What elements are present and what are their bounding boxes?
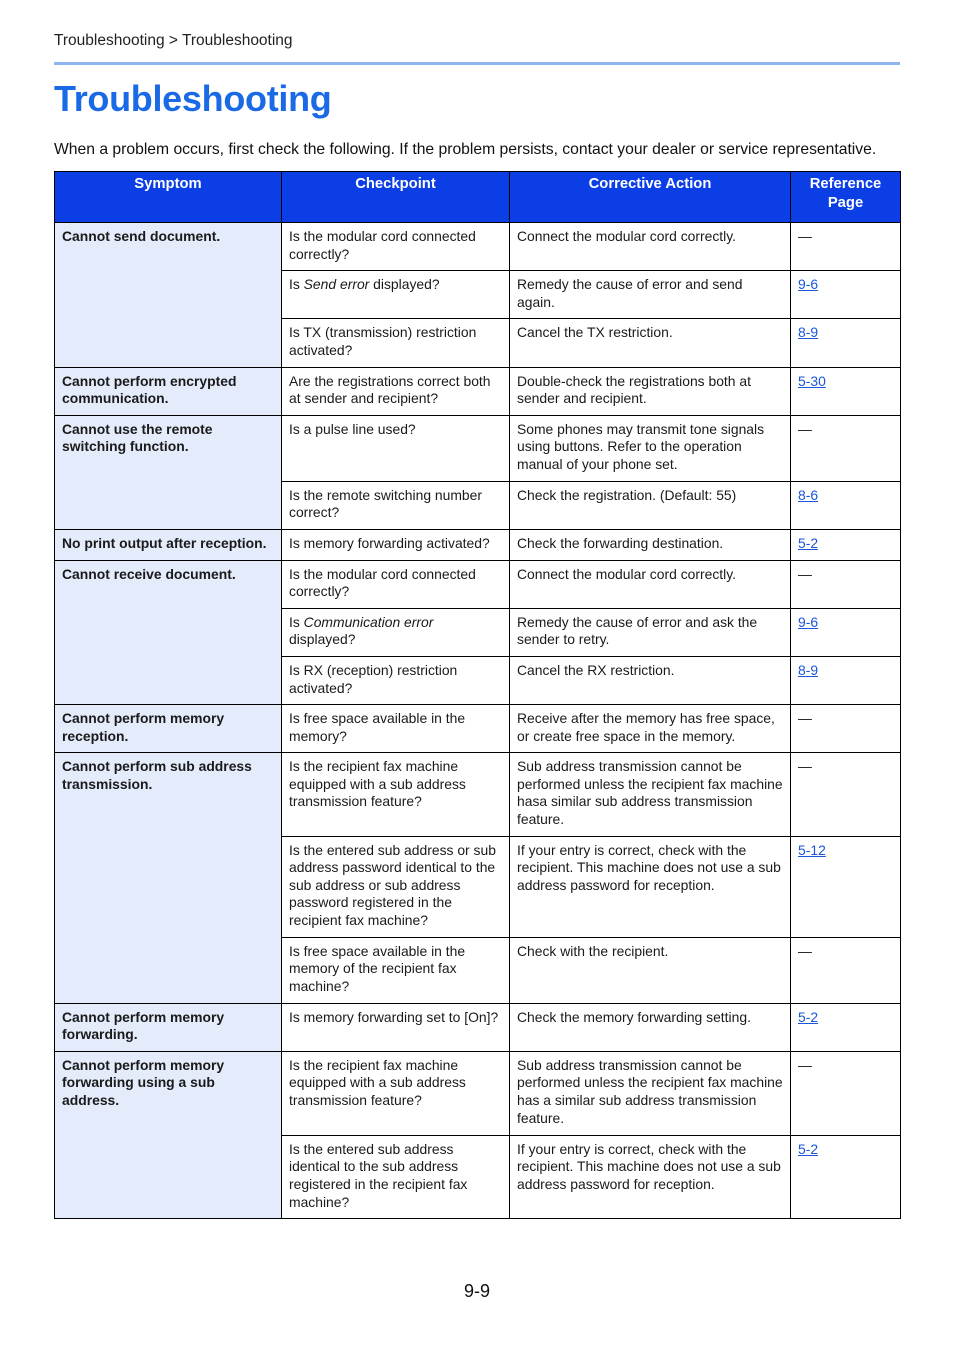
corrective-action-cell: Receive after the memory has free space, or create free space in the memory. [510,705,791,753]
page-number: 9-9 [463,1281,490,1301]
checkpoint-cell: Is free space available in the memory? [282,705,510,753]
symptom-cell: No print output after reception. [55,529,282,560]
reference-page-cell: — [791,1051,901,1135]
symptom-cell: Cannot perform memory reception. [55,705,282,753]
reference-page-cell [791,271,901,319]
error-message-text: Communication error [303,613,434,630]
symptom-cell: Cannot use the remote switching function. [55,415,282,529]
corrective-action-cell: Cancel the RX restriction. [510,656,791,704]
table-row [55,1003,901,1051]
error-message-text: Send error [303,276,370,293]
checkpoint-cell: Is the remote switching number correct? [282,481,510,529]
corrective-action-cell: Check the forwarding destination. [510,529,791,560]
checkpoint-cell: Is the recipient fax machine equipped with a sub address transmission feature? [282,1051,510,1135]
corrective-action-cell: Double-check the registrations both at sender and recipient. [510,367,791,415]
corrective-action-cell: Check with the recipient. [510,937,791,1003]
reference-page-link[interactable]: 5-30 [798,372,826,389]
corrective-action-cell: Remedy the cause of error and send again. [510,271,791,319]
checkpoint-cell: Is memory forwarding set to [On]? [282,1003,510,1051]
corrective-action-cell: Check the registration. (Default: 55) [510,481,791,529]
reference-page-cell [791,656,901,704]
symptom-cell: Cannot perform sub address transmission. [55,753,282,1003]
reference-page-cell [791,836,901,937]
header-rule [54,62,900,65]
checkpoint-cell: Is the recipient fax machine equipped with a sub address transmission feature? [282,753,510,836]
reference-page-cell [791,481,901,529]
symptom-cell: Cannot perform memory forwarding. [55,1003,282,1051]
corrective-action-cell: Sub address transmission cannot be performed unless the recipient fax machine hasa similar sub address transmission feature. [510,753,791,836]
reference-page-cell: — [791,753,901,836]
table-row [55,753,901,836]
checkpoint-cell: Is the modular cord connected correctly? [282,560,510,608]
reference-page-cell [791,608,901,656]
corrective-action-cell: If your entry is correct, check with the recipient. This machine does not use a sub address password for reception. [510,836,791,937]
table-row [55,415,901,481]
reference-page-cell [791,1003,901,1051]
troubleshooting-table [54,171,901,1219]
reference-page-cell: — [791,415,901,481]
corrective-action-cell: Remedy the cause of error and ask the sender to retry. [510,608,791,656]
checkpoint-cell [282,271,510,319]
reference-page-link[interactable]: 8-9 [798,324,819,341]
symptom-cell: Cannot perform memory forwarding using a sub address. [55,1051,282,1218]
corrective-action-cell: Sub address transmission cannot be performed unless the recipient fax machine has a similar sub address transmission feature. [510,1051,791,1135]
symptom-cell: Cannot perform encrypted communication. [55,367,282,415]
corrective-action-cell: Cancel the TX restriction. [510,319,791,367]
reference-page-cell [791,319,901,367]
table-header-row [55,172,901,223]
reference-page-link[interactable]: 5-2 [798,534,819,551]
corrective-action-cell: Connect the modular cord correctly. [510,223,791,271]
symptom-cell: Cannot receive document. [55,560,282,705]
reference-page-link[interactable]: 5-12 [798,841,826,858]
column-header-reference-page: Reference Page [791,172,901,223]
symptom-cell: Cannot send document. [55,223,282,368]
reference-page-link[interactable]: 5-2 [798,1008,819,1025]
page-title: Troubleshooting [54,78,332,119]
table-row [55,1051,901,1135]
reference-page-link[interactable]: 8-6 [798,486,819,503]
reference-page-link[interactable]: 9-6 [798,613,819,630]
checkpoint-cell: Is the entered sub address identical to the sub address registered in the recipient fax machine? [282,1135,510,1218]
checkpoint-text: displayed? [289,631,356,648]
checkpoint-cell: Is memory forwarding activated? [282,529,510,560]
checkpoint-cell: Is TX (transmission) restriction activated? [282,319,510,367]
table-row [55,560,901,608]
table-row [55,529,901,560]
intro-paragraph: When a problem occurs, first check the following. If the problem persists, contact your dealer or service representative. [54,141,877,158]
checkpoint-cell: Is the modular cord connected correctly? [282,223,510,271]
reference-page-cell: — [791,223,901,271]
checkpoint-cell: Is the entered sub address or sub address password identical to the sub address or sub address password registered in the recipient fax machine? [282,836,510,937]
checkpoint-cell: Is RX (reception) restriction activated? [282,656,510,704]
reference-page-cell [791,1135,901,1218]
column-header-corrective-action: Corrective Action [510,172,791,223]
column-header-checkpoint: Checkpoint [282,172,510,223]
corrective-action-cell: Connect the modular cord correctly. [510,560,791,608]
checkpoint-text: Is [289,276,304,293]
checkpoint-cell: Is a pulse line used? [282,415,510,481]
corrective-action-cell: Some phones may transmit tone signals using buttons. Refer to the operation manual of your phone set. [510,415,791,481]
reference-page-cell [791,367,901,415]
reference-page-cell: — [791,560,901,608]
checkpoint-text: displayed? [369,276,440,293]
checkpoint-cell [282,608,510,656]
checkpoint-cell: Are the registrations correct both at sender and recipient? [282,367,510,415]
corrective-action-cell: Check the memory forwarding setting. [510,1003,791,1051]
corrective-action-cell: If your entry is correct, check with the recipient. This machine does not use a sub address password for reception. [510,1135,791,1218]
breadcrumb: Troubleshooting > Troubleshooting [54,32,293,49]
column-header-symptom: Symptom [55,172,282,223]
table-row [55,223,901,271]
reference-page-link[interactable]: 5-2 [798,1140,819,1157]
reference-page-link[interactable]: 8-9 [798,661,819,678]
checkpoint-text: Is [289,613,304,630]
table-row [55,367,901,415]
reference-page-link[interactable]: 9-6 [798,276,819,293]
checkpoint-cell: Is free space available in the memory of the recipient fax machine? [282,937,510,1003]
reference-page-cell: — [791,705,901,753]
reference-page-cell [791,529,901,560]
table-row [55,705,901,753]
reference-page-cell: — [791,937,901,1003]
